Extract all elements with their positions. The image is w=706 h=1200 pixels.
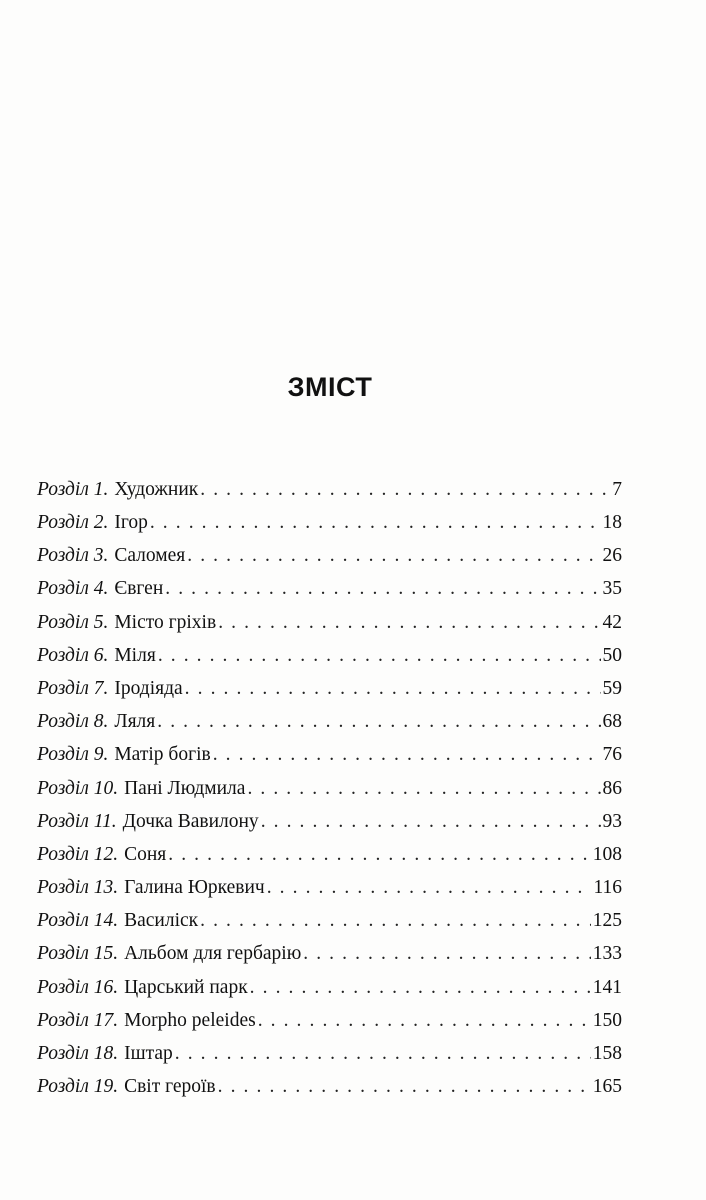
- page-number: 59: [602, 677, 622, 699]
- chapter-number: Розділ 3.: [37, 545, 109, 567]
- toc-entry: [37, 838, 622, 871]
- page-number: 133: [592, 943, 622, 965]
- toc-entry: [37, 573, 622, 606]
- chapter-title: Ігор: [114, 512, 148, 534]
- toc-entry: [37, 606, 622, 639]
- chapter-title: Художник: [114, 478, 199, 500]
- chapter-number: Розділ 18.: [37, 1043, 119, 1065]
- dot-leader: [175, 1044, 591, 1064]
- page-number: 26: [602, 545, 622, 567]
- chapter-title: Міля: [114, 644, 156, 666]
- toc-entry: [37, 805, 622, 838]
- page-number: 42: [602, 611, 622, 633]
- dot-leader: [261, 812, 601, 832]
- page-number: 86: [602, 777, 622, 799]
- chapter-title: Галина Юркевич: [124, 877, 265, 899]
- dot-leader: [158, 646, 601, 666]
- chapter-number: Розділ 12.: [37, 843, 119, 865]
- dot-leader: [218, 1077, 591, 1097]
- toc-entry: [37, 739, 622, 772]
- toc-entry: [37, 639, 622, 672]
- page-number: 165: [592, 1076, 622, 1098]
- chapter-number: Розділ 14.: [37, 910, 119, 932]
- dot-leader: [185, 679, 601, 699]
- toc-entry: [37, 938, 622, 971]
- dot-leader: [258, 1011, 591, 1031]
- chapter-number: Розділ 16.: [37, 976, 119, 998]
- page-number: 141: [592, 976, 622, 998]
- toc-entry: [37, 705, 622, 738]
- chapter-title: Ляля: [114, 711, 156, 733]
- chapter-title: Іродіяда: [114, 677, 183, 699]
- chapter-title: Соня: [124, 843, 167, 865]
- dot-leader: [187, 546, 600, 566]
- page-number: 150: [592, 1009, 622, 1031]
- chapter-number: Розділ 10.: [37, 777, 119, 799]
- chapter-number: Розділ 19.: [37, 1076, 119, 1098]
- chapter-number: Розділ 9.: [37, 744, 109, 766]
- chapter-title: Дочка Вавилону: [122, 810, 259, 832]
- chapter-number: Розділ 15.: [37, 943, 119, 965]
- dot-leader: [303, 944, 590, 964]
- toc-entry: [37, 871, 622, 904]
- page-number: 76: [602, 744, 622, 766]
- dot-leader: [247, 779, 600, 799]
- toc-entry: [37, 672, 622, 705]
- chapter-number: Розділ 4.: [37, 578, 109, 600]
- chapter-number: Розділ 8.: [37, 711, 109, 733]
- chapter-number: Розділ 13.: [37, 877, 119, 899]
- page-number: 18: [602, 512, 622, 534]
- page-number: 50: [602, 644, 622, 666]
- toc-entry: [37, 971, 622, 1004]
- page-title: ЗМІСТ: [287, 372, 373, 402]
- page-number: 93: [602, 810, 622, 832]
- toc-entry: [37, 1037, 622, 1070]
- chapter-number: Розділ 7.: [37, 677, 109, 699]
- toc-entry: [37, 539, 622, 572]
- page-number: 68: [602, 711, 622, 733]
- dot-leader: [267, 878, 592, 898]
- chapter-title: Світ героїв: [124, 1076, 216, 1098]
- toc-entry: [37, 473, 622, 506]
- dot-leader: [200, 911, 591, 931]
- chapter-title: Царський парк: [124, 976, 248, 998]
- page-number: 35: [602, 578, 622, 600]
- chapter-title: Альбом для гербарію: [124, 943, 302, 965]
- chapter-title: Пані Людмила: [124, 777, 246, 799]
- chapter-number: Розділ 11.: [37, 810, 117, 832]
- dot-leader: [165, 579, 600, 599]
- toc-entry: [37, 904, 622, 937]
- dot-leader: [213, 745, 601, 765]
- chapter-title: Місто гріхів: [114, 611, 217, 633]
- chapter-number: Розділ 2.: [37, 512, 109, 534]
- dot-leader: [218, 613, 600, 633]
- chapter-title: Василіск: [124, 910, 199, 932]
- chapter-number: Розділ 6.: [37, 644, 109, 666]
- chapter-title: Morpho peleides: [124, 1009, 256, 1031]
- toc-entry: [37, 506, 622, 539]
- page-number: 158: [592, 1043, 622, 1065]
- dot-leader: [200, 480, 610, 500]
- dot-leader: [168, 845, 590, 865]
- toc-entry: [37, 772, 622, 805]
- table-of-contents: [37, 473, 622, 1104]
- chapter-number: Розділ 17.: [37, 1009, 119, 1031]
- toc-entry: [37, 1070, 622, 1103]
- page-number: 125: [592, 910, 622, 932]
- chapter-number: Розділ 1.: [37, 478, 109, 500]
- dot-leader: [250, 978, 591, 998]
- dot-leader: [157, 712, 600, 732]
- page-number: 108: [592, 843, 622, 865]
- chapter-number: Розділ 5.: [37, 611, 109, 633]
- toc-entry: [37, 1004, 622, 1037]
- chapter-title: Євген: [114, 578, 164, 600]
- chapter-title: Іштар: [124, 1043, 173, 1065]
- page-number: 116: [593, 877, 622, 899]
- dot-leader: [150, 513, 601, 533]
- chapter-title: Саломея: [114, 545, 186, 567]
- page-number: 7: [612, 478, 622, 500]
- chapter-title: Матір богів: [114, 744, 211, 766]
